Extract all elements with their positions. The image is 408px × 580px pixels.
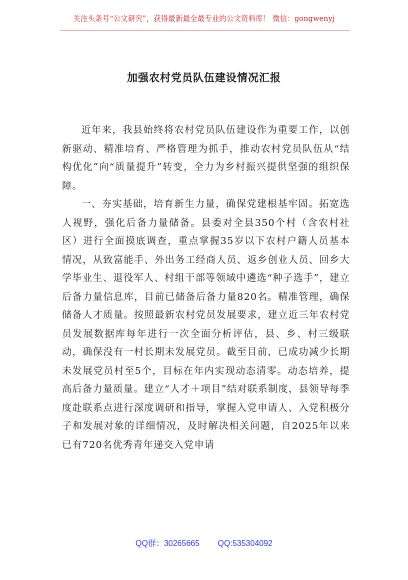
paragraph-intro: 近年来，我县始终将农村党员队伍建设作为重要工作，以创新驱动、精准培育、严格管理为抓手，推动农村党员队伍从“结构优化”向“质量提升”转变，全力为乡村振兴提供坚强的组织保障。 (62, 125, 350, 192)
document-body (62, 122, 350, 455)
footer-contact (0, 538, 408, 549)
header-banner: 关注头条号“公文研究”，获得最新最全最专业的公文资料库！ 微信：gongwenyj (73, 14, 335, 23)
header-divider (60, 30, 350, 31)
footer-qq-group: QQ群：30265665 (135, 539, 200, 548)
document-title: 加强农村党员队伍建设情况汇报 (127, 72, 281, 84)
footer-qq: QQ:535304092 (217, 539, 273, 548)
paragraph-section-one: 一、夯实基础，培育新生力量，确保党建根基牢固。拓宽选人视野，强化后备力量储备。县委对全县350个村（含农村社区）进行全面摸底调查，重点掌握35岁以下农村户籍人员基本情况，从致富能手、外出务工经商人员、返乡创业人员、回乡大学毕业生、退役军人、村组干部等领域中遴选“种子选手”，建立后备力量信息库，目前已储备后备力量820名。精准管理，确保储备人才质量。按照最新农村党员发展要求，建立近三年农村党员发展数据库每年进行一次全面分析评估，县、乡、村三级联动，确保没有一村长期未发展党员。截至目前，已成功减少长期未发展党员村至5个，目标在年内实现动态清零。动态培养，提高后备力量质量。建立“人才＋项目”结对联系制度，县领导每季度赴联系点进行深度调研和指导，掌握入党申请人、入党积极分子和发展对象的详细情况，及时解决相关问题，自2025年以来已有720名优秀青年递交入党申请 (62, 199, 350, 451)
